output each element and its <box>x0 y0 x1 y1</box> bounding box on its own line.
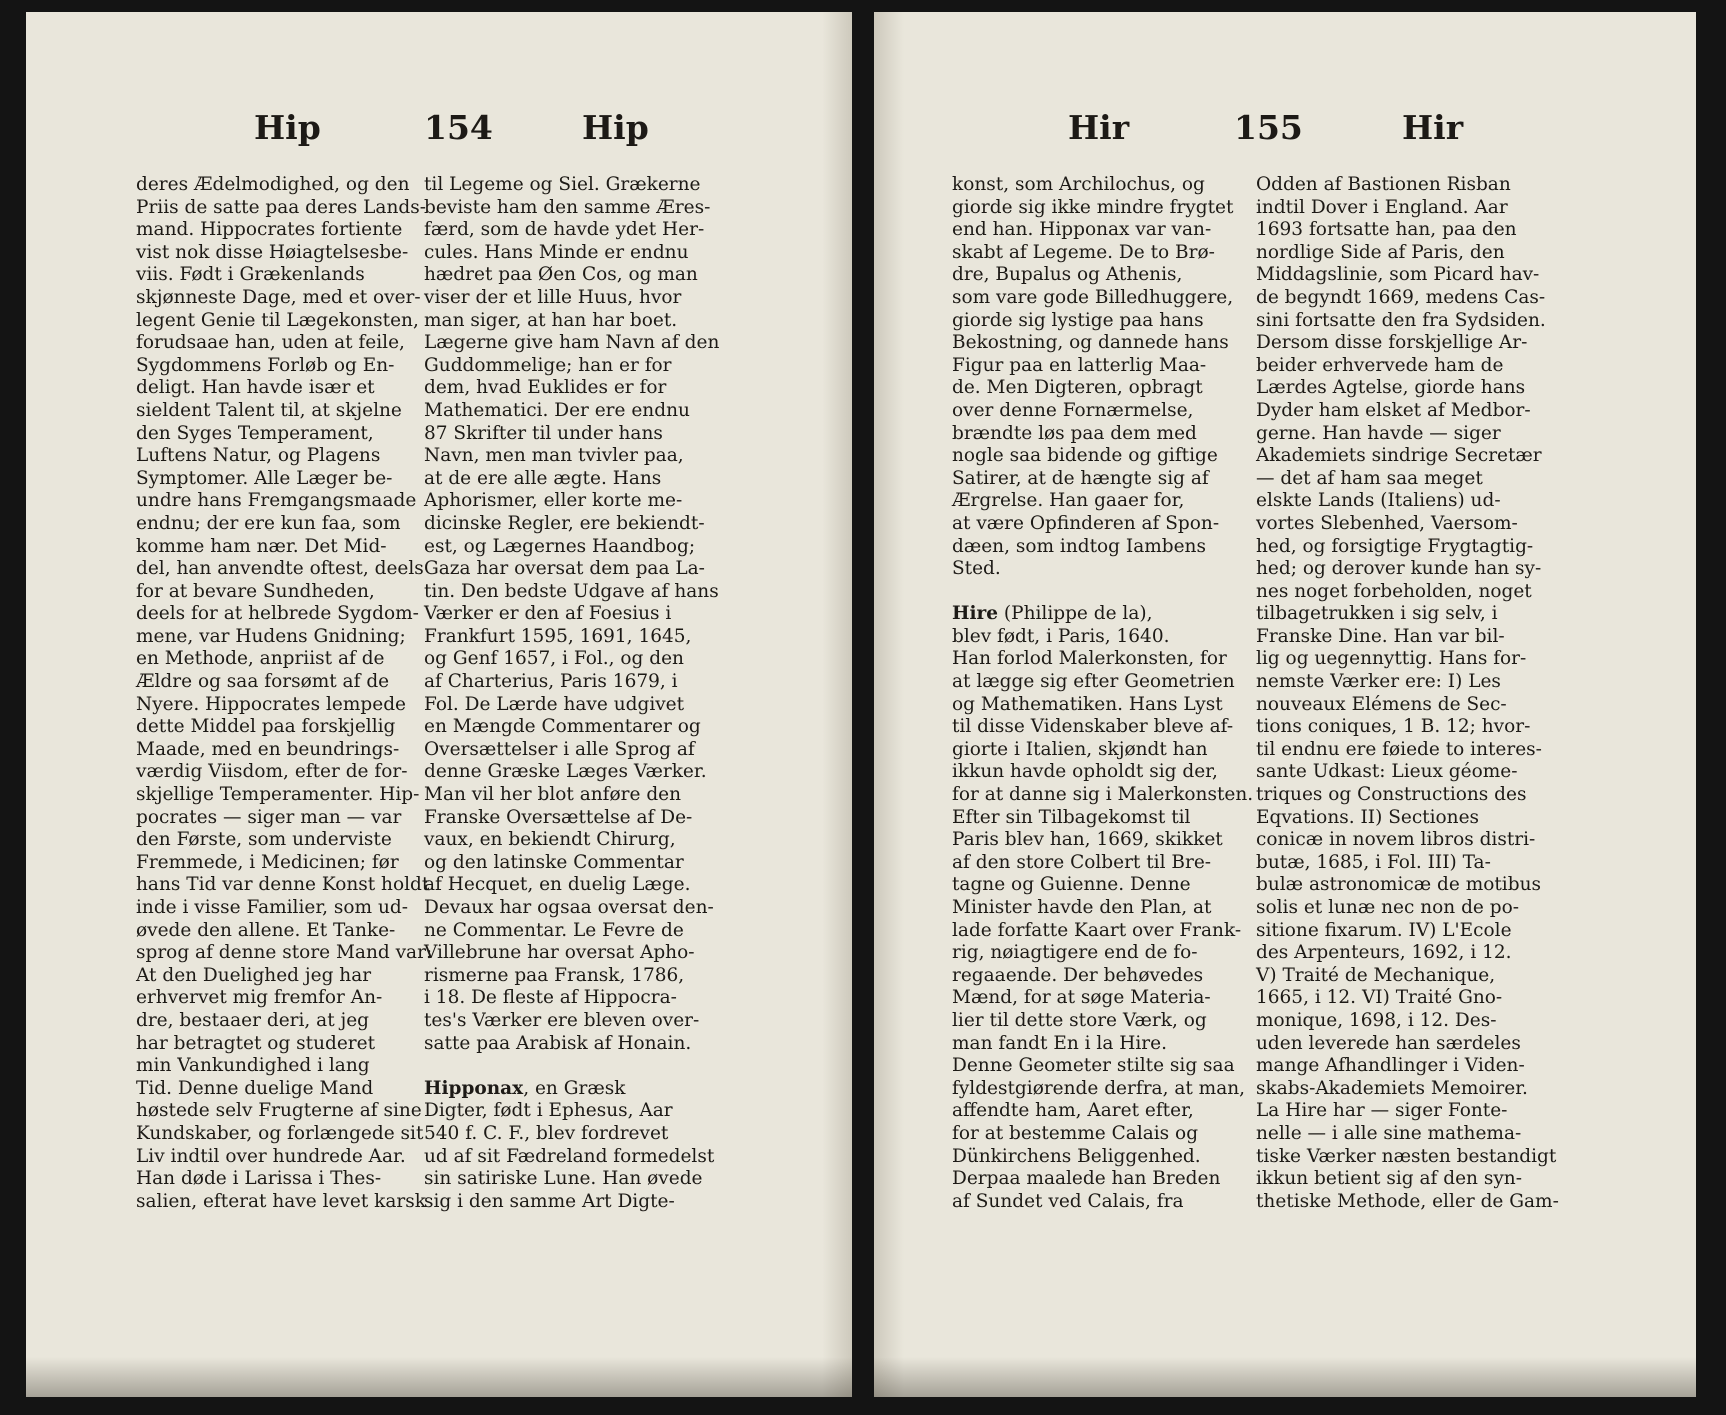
text-line: til endnu ere føiede to interes- <box>1256 738 1542 760</box>
text-line: viser der et lille Huus, hvor <box>424 286 682 308</box>
paragraph-gap <box>952 581 1252 604</box>
text-line: man fandt En i la Hire. <box>952 1032 1167 1054</box>
text-line: Kundskaber, og forlængede sit <box>136 1122 424 1144</box>
text-line: Lærdes Agtelse, giorde hans <box>1256 377 1526 399</box>
text-line: i 18. De fleste af Hippocra- <box>424 987 677 1009</box>
text-line: hed, og forsigtige Frygtagtig- <box>1256 535 1534 557</box>
text-line: Fremmede, i Medicinen; før <box>136 851 399 873</box>
text-line: min Vankundighed i lang <box>136 1055 370 1077</box>
text-line: øvede den allene. Et Tanke- <box>136 919 396 941</box>
text-line: nouveaux Elémens de Sec- <box>1256 693 1507 715</box>
text-line: monique, 1698, i 12. Des- <box>1256 1009 1497 1031</box>
text-line: Nyere. Hippocrates lempede <box>136 693 406 715</box>
text-line: Dersom disse forskjellige Ar- <box>1256 332 1528 354</box>
text-line: af den store Colbert til Bre- <box>952 851 1212 873</box>
text-line: sig i den samme Art Digte- <box>424 1190 675 1212</box>
running-header <box>26 108 852 160</box>
text-line: V) Traité de Mechanique, <box>1256 964 1496 986</box>
text-line: skabs-Akademiets Memoirer. <box>1256 1077 1528 1099</box>
text-line: Tid. Denne duelige Mand <box>136 1077 374 1099</box>
text-line: bulæ astronomicæ de motibus <box>1256 874 1541 896</box>
text-line: ikkun betient sig af den syn- <box>1256 1168 1522 1190</box>
text-line: gerne. Han havde — siger <box>1256 422 1501 444</box>
text-line: Efter sin Tilbagekomst til <box>952 806 1191 828</box>
text-line: 87 Skrifter til under hans <box>424 422 663 444</box>
text-line: denne Græske Læges Værker. <box>424 761 707 783</box>
text-column-left <box>952 174 1252 1213</box>
text-line: at være Opfinderen af Spon- <box>952 512 1220 534</box>
text-line: for at bestemme Calais og <box>952 1122 1199 1144</box>
text-line: Man vil her blot anføre den <box>424 784 682 806</box>
text-line: mand. Hippocrates fortiente <box>136 219 403 241</box>
text-line: salien, efterat have levet karsk <box>136 1190 426 1212</box>
text-line: Fol. De Lærde have udgivet <box>424 693 685 715</box>
text-line: affendte ham, Aaret efter, <box>952 1100 1194 1122</box>
gutter-shadow <box>822 12 852 1397</box>
text-line: ne Commentar. Le Fevre de <box>424 919 684 941</box>
text-line: har betragtet og studeret <box>136 1032 376 1054</box>
text-line: lade forfatte Kaart over Frank- <box>952 919 1242 941</box>
text-line: La Hire har — siger Fonte- <box>1256 1100 1508 1122</box>
text-line: giorde sig lystige paa hans <box>952 309 1204 331</box>
text-line: nogle saa bidende og giftige <box>952 445 1218 467</box>
text-line: hed; og derover kunde han sy- <box>1256 558 1542 580</box>
text-line: værdig Viisdom, efter de for- <box>136 761 408 783</box>
text-line: Derpaa maalede han Breden <box>952 1168 1221 1190</box>
text-line: Symptomer. Alle Læger be- <box>136 467 393 489</box>
text-line: — det af ham saa meget <box>1256 467 1483 489</box>
text-line: Dyder ham elsket af Medbor- <box>1256 399 1531 421</box>
text-line: Sygdommens Forløb og En- <box>136 354 395 376</box>
text-line: legent Genie til Lægekonsten, <box>136 309 419 331</box>
text-line: uden leverede han særdeles <box>1256 1032 1521 1054</box>
text-line: en Methode, anpriist af de <box>136 648 385 670</box>
text-line: sprog af denne store Mand var: <box>136 942 433 964</box>
text-line: de begyndt 1669, medens Cas- <box>1256 286 1546 308</box>
text-line: fyldestgiørende derfra, at man, <box>952 1077 1246 1099</box>
text-line: cules. Hans Minde er endnu <box>424 241 689 263</box>
text-line: forudsaae han, uden at feile, <box>136 332 405 354</box>
text-line: sante Udkast: Lieux géome- <box>1256 761 1518 783</box>
text-line: elskte Lands (Italiens) ud- <box>1256 490 1501 512</box>
text-line: regaaende. Der behøvedes <box>952 964 1204 986</box>
text-line: de. Men Digteren, opbragt <box>952 377 1203 399</box>
text-column-right <box>1256 174 1566 1213</box>
text-line: høstede selv Frugterne af sine <box>136 1100 422 1122</box>
text-line: At den Duelighed jeg har <box>136 964 372 986</box>
text-line: ud af sit Fædreland formedelst <box>424 1145 715 1167</box>
text-line: og den latinske Commentar <box>424 851 684 873</box>
text-line: endnu; der ere kun faa, som <box>136 512 401 534</box>
text-line: af Charterius, Paris 1679, i <box>424 671 678 693</box>
text-line: skjellige Temperamenter. Hip- <box>136 784 420 806</box>
text-line: tagne og Guienne. Denne <box>952 874 1191 896</box>
text-line: af Hecquet, en duelig Læge. <box>424 874 691 896</box>
text-line: man siger, at han har boet. <box>424 309 678 331</box>
text-line: over denne Fornærmelse, <box>952 399 1194 421</box>
text-line: 1693 fortsatte han, paa den <box>1256 219 1517 241</box>
text-line: Satirer, at de hængte sig af <box>952 467 1209 489</box>
text-line: 540 f. C. F., blev fordrevet <box>424 1122 669 1144</box>
text-line: Lægerne give ham Navn af den <box>424 332 720 354</box>
text-line: giorte i Italien, skjøndt han <box>952 738 1208 760</box>
text-line: Frankfurt 1595, 1691, 1645, <box>424 625 692 647</box>
text-line: Akademiets sindrige Secretær <box>1256 445 1542 467</box>
text-line: tiske Værker næsten bestandigt <box>1256 1145 1557 1167</box>
text-line: Franske Oversættelse af De- <box>424 806 693 828</box>
page-edge-shadow <box>874 1357 1696 1397</box>
text-line: erhvervet mig fremfor An- <box>136 987 383 1009</box>
text-line: thetiske Methode, eller de Gam- <box>1256 1190 1559 1212</box>
text-line: færd, som de havde ydet Her- <box>424 219 705 241</box>
text-column-left <box>136 174 436 1213</box>
entry-headword: Hipponax <box>424 1077 524 1099</box>
text-line: Navn, men man tvivler paa, <box>424 445 684 467</box>
text-line: dæen, som indtog Iambens <box>952 535 1206 557</box>
text-line: og Genf 1657, i Fol., og den <box>424 648 684 670</box>
text-line: Priis de satte paa deres Lands- <box>136 196 426 218</box>
text-line: Han døde i Larissa i Thes- <box>136 1168 382 1190</box>
text-line: end han. Hipponax var van- <box>952 219 1212 241</box>
text-line: Guddommelige; han er for <box>424 354 672 376</box>
text-line: Gaza har oversat dem paa La- <box>424 558 705 580</box>
text-line: des Arpenteurs, 1692, i 12. <box>1256 942 1512 964</box>
text-line: 1665, i 12. VI) Traité Gno- <box>1256 987 1503 1009</box>
text-line: lier til dette store Værk, og <box>952 1009 1207 1031</box>
text-line: indtil Dover i England. Aar <box>1256 196 1508 218</box>
text-line: inde i visse Familier, som ud- <box>136 897 408 918</box>
text-line: mene, var Hudens Gnidning; <box>136 625 406 647</box>
text-line: Hipponax, en Græsk <box>424 1077 626 1099</box>
right-page <box>874 12 1696 1397</box>
gutter-shadow <box>874 12 904 1397</box>
text-line: est, og Lægernes Haandbog; <box>424 535 696 557</box>
header-right-word: Hip <box>582 108 649 147</box>
header-left-word: Hir <box>1068 108 1130 147</box>
text-line: skabt af Legeme. De to Brø- <box>952 241 1215 263</box>
text-line: Han forlod Malerkonsten, for <box>952 648 1227 670</box>
text-line: for at danne sig i Malerkonsten. <box>952 784 1254 806</box>
text-line: lig og uegennyttig. Hans for- <box>1256 648 1527 670</box>
text-line: undre hans Fremgangsmaade <box>136 490 417 512</box>
text-line: rismerne paa Fransk, 1786, <box>424 964 685 986</box>
text-line: den Syges Temperament, <box>136 422 374 444</box>
text-line: Oversættelser i alle Sprog af <box>424 738 695 760</box>
text-line: hædret paa Øen Cos, og man <box>424 264 698 286</box>
text-line: Ærgrelse. Han gaaer for, <box>952 490 1185 512</box>
text-line: at de ere alle ægte. Hans <box>424 467 662 489</box>
text-line: blev født, i Paris, 1640. <box>952 625 1170 647</box>
text-line: dem, hvad Euklides er for <box>424 377 667 399</box>
text-line: sini fortsatte den fra Sydsiden. <box>1256 309 1546 331</box>
text-line: vist nok disse Høiagtelsesbe- <box>136 241 409 263</box>
text-line: Maade, med en beundrings- <box>136 738 400 760</box>
text-line: deres Ædelmodighed, og den <box>136 174 410 195</box>
text-line: Sted. <box>952 558 1001 580</box>
text-line: tes's Værker ere bleven over- <box>424 1009 700 1031</box>
text-line: beviste ham den samme Æres- <box>424 196 711 218</box>
text-line: brændte løs paa dem med <box>952 422 1197 444</box>
text-column-right <box>424 174 734 1213</box>
text-line: butæ, 1685, i Fol. III) Ta- <box>1256 851 1491 873</box>
text-line: rig, nøiagtigere end de fo- <box>952 942 1198 964</box>
text-line: at lægge sig efter Geometrien <box>952 671 1235 693</box>
text-line: Luftens Natur, og Plagens <box>136 445 381 467</box>
text-line: tin. Den bedste Udgave af hans <box>424 580 719 602</box>
page-number: 155 <box>1234 108 1303 147</box>
text-line: Devaux har ogsaa oversat den- <box>424 897 714 918</box>
text-line: Mathematici. Der ere endnu <box>424 399 690 421</box>
text-line: komme ham nær. Det Mid- <box>136 535 387 557</box>
header-left-word: Hip <box>254 108 321 147</box>
text-line: Liv indtil over hundrede Aar. <box>136 1145 406 1167</box>
text-line: Franske Dine. Han var bil- <box>1256 625 1505 647</box>
text-line: dicinske Regler, ere bekiendt- <box>424 512 705 534</box>
text-line: pocrates — siger man — var <box>136 806 402 828</box>
text-line: til Legeme og Siel. Grækerne <box>424 174 701 195</box>
text-line: beider erhvervede ham de <box>1256 354 1504 376</box>
text-line: del, han anvendte oftest, deels <box>136 558 424 580</box>
text-line: konst, som Archilochus, og <box>952 174 1205 195</box>
text-line: dette Middel paa forskjellig <box>136 716 396 738</box>
text-line: af Sundet ved Calais, fra <box>952 1190 1184 1212</box>
text-line: giorde sig ikke mindre frygtet <box>952 196 1234 218</box>
text-line: for at bevare Sundheden, <box>136 580 375 602</box>
text-line: Værker er den af Foesius i <box>424 603 672 625</box>
text-line: sin satiriske Lune. Han øvede <box>424 1168 703 1190</box>
text-line: Dünkirchens Beliggenhed. <box>952 1145 1201 1167</box>
text-line: vortes Slebenhed, Vaersom- <box>1256 512 1518 534</box>
text-line: nemste Værker ere: I) Les <box>1256 671 1501 693</box>
text-line: Mænd, for at søge Materia- <box>952 987 1211 1009</box>
text-line: som vare gode Billedhuggere, <box>952 286 1234 308</box>
text-line: og Mathematiken. Hans Lyst <box>952 693 1223 715</box>
text-line: triques og Constructions des <box>1256 784 1527 806</box>
text-line: til disse Videnskaber bleve af- <box>952 716 1234 738</box>
text-line: Bekostning, og dannede hans <box>952 332 1229 354</box>
running-header <box>874 108 1696 160</box>
text-line: Paris blev han, 1669, skikket <box>952 829 1223 851</box>
page-edge-shadow <box>26 1357 852 1397</box>
text-line: conicæ in novem libros distri- <box>1256 829 1536 851</box>
text-line: Figur paa en latterlig Maa- <box>952 354 1207 376</box>
text-line: Minister havde den Plan, at <box>952 897 1212 918</box>
text-line: en Mængde Commentarer og <box>424 716 701 738</box>
text-line: dre, Bupalus og Athenis, <box>952 264 1183 286</box>
text-line: tions coniques, 1 B. 12; hvor- <box>1256 716 1531 738</box>
text-line: Hire (Philippe de la), <box>952 603 1153 625</box>
text-line: deligt. Han havde især et <box>136 377 375 399</box>
text-line: vaux, en bekiendt Chirurg, <box>424 829 676 851</box>
text-line: nelle — i alle sine mathema- <box>1256 1122 1522 1144</box>
text-line: nordlige Side af Paris, den <box>1256 241 1505 263</box>
text-line: solis et lunæ nec non de po- <box>1256 897 1519 918</box>
text-line: viis. Født i Grækenlands <box>136 264 365 286</box>
page-number: 154 <box>424 108 493 147</box>
text-line: Denne Geometer stilte sig saa <box>952 1055 1235 1077</box>
text-line: Villebrune har oversat Apho- <box>424 942 695 964</box>
text-line: hans Tid var denne Konst holdt <box>136 874 430 896</box>
text-line: sieldent Talent til, at skjelne <box>136 399 402 421</box>
text-line: deels for at helbrede Sygdom- <box>136 603 419 625</box>
text-line: ikkun havde opholdt sig der, <box>952 761 1218 783</box>
text-line: tilbagetrukken i sig selv, i <box>1256 603 1498 625</box>
paragraph-gap <box>424 1055 734 1078</box>
text-line: Eqvations. II) Sectiones <box>1256 806 1480 828</box>
left-page <box>26 12 852 1397</box>
header-right-word: Hir <box>1402 108 1464 147</box>
text-line: Aphorismer, eller korte me- <box>424 490 683 512</box>
text-line: sitione fixarum. IV) L'Ecole <box>1256 919 1512 941</box>
text-line: skjønneste Dage, med et over- <box>136 286 421 308</box>
text-line: Ældre og saa forsømt af de <box>136 671 390 693</box>
text-line: nes noget forbeholden, noget <box>1256 580 1532 602</box>
entry-headword: Hire <box>952 603 999 625</box>
text-line: dre, bestaaer deri, at jeg <box>136 1009 370 1031</box>
text-line: satte paa Arabisk af Honain. <box>424 1032 692 1054</box>
text-line: Middagslinie, som Picard hav- <box>1256 264 1540 286</box>
text-line: den Første, som underviste <box>136 829 392 851</box>
text-line: Digter, født i Ephesus, Aar <box>424 1100 673 1122</box>
text-line: Odden af Bastionen Risban <box>1256 174 1511 195</box>
text-line: mange Afhandlinger i Viden- <box>1256 1055 1525 1077</box>
